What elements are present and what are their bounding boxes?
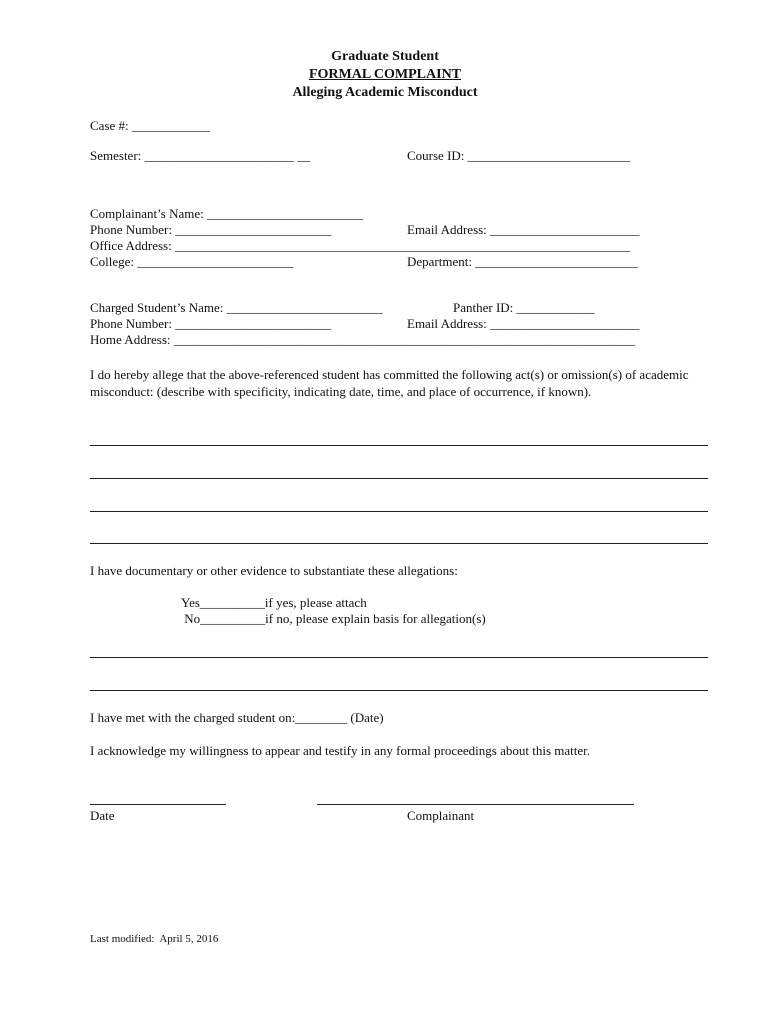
explanation-line[interactable] bbox=[90, 657, 708, 658]
semester-field[interactable]: Semester: _______________________ __ bbox=[90, 148, 311, 163]
complainant-department-field[interactable]: Department: _________________________ bbox=[407, 254, 638, 269]
charged-student-email-field[interactable]: Email Address: _______________________ bbox=[407, 316, 640, 331]
complainant-phone-field[interactable]: Phone Number: ________________________ bbox=[90, 222, 332, 237]
form-title-line3: Alleging Academic Misconduct bbox=[292, 85, 478, 100]
allegation-paragraph: I do hereby allege that the above-referenced student has committed the following act(s) or omission(s) of academic misconduct: (describe with specificity, indicating date, time, and place of occurrence, if known). bbox=[90, 367, 689, 399]
course-id-field[interactable]: Course ID: _________________________ bbox=[407, 148, 631, 163]
complainant-email-field[interactable]: Email Address: _______________________ bbox=[407, 222, 640, 237]
met-date-field[interactable]: I have met with the charged student on:________ (Date) bbox=[90, 710, 384, 725]
allegation-line[interactable] bbox=[90, 511, 708, 512]
evidence-yes-option[interactable]: Yes__________if yes, please attach bbox=[181, 595, 367, 610]
complainant-college-field[interactable]: College: ________________________ bbox=[90, 254, 294, 269]
acknowledge-statement: I acknowledge my willingness to appear and testify in any formal proceedings about this matter. bbox=[90, 743, 591, 758]
explanation-line[interactable] bbox=[90, 690, 708, 691]
date-signature-line[interactable] bbox=[90, 804, 226, 805]
case-number-field[interactable]: Case #: ____________ bbox=[90, 118, 210, 133]
charged-student-name-field[interactable]: Charged Student’s Name: ________________________ bbox=[90, 300, 383, 315]
complainant-office-address-field[interactable]: Office Address: ______________________________________________________________________ bbox=[90, 238, 630, 253]
form-title-line2: FORMAL COMPLAINT bbox=[308, 67, 462, 82]
complainant-label: Complainant bbox=[407, 808, 475, 823]
complainant-name-field[interactable]: Complainant’s Name: ________________________ bbox=[90, 206, 363, 221]
complainant-signature-line[interactable] bbox=[317, 804, 634, 805]
last-modified-note: Last modified: April 5, 2016 bbox=[90, 933, 219, 945]
allegation-line[interactable] bbox=[90, 543, 708, 544]
allegation-line[interactable] bbox=[90, 478, 708, 479]
evidence-statement: I have documentary or other evidence to substantiate these allegations: bbox=[90, 563, 458, 578]
date-label: Date bbox=[90, 808, 115, 823]
charged-student-phone-field[interactable]: Phone Number: ________________________ bbox=[90, 316, 332, 331]
charged-student-home-address-field[interactable]: Home Address: _______________________________________________________________________ bbox=[90, 332, 636, 347]
evidence-no-option[interactable]: No__________if no, please explain basis for allegation(s) bbox=[181, 611, 486, 626]
form-title-line1: Graduate Student bbox=[331, 49, 439, 64]
panther-id-field[interactable]: Panther ID: ____________ bbox=[453, 300, 595, 315]
allegation-line[interactable] bbox=[90, 445, 708, 446]
